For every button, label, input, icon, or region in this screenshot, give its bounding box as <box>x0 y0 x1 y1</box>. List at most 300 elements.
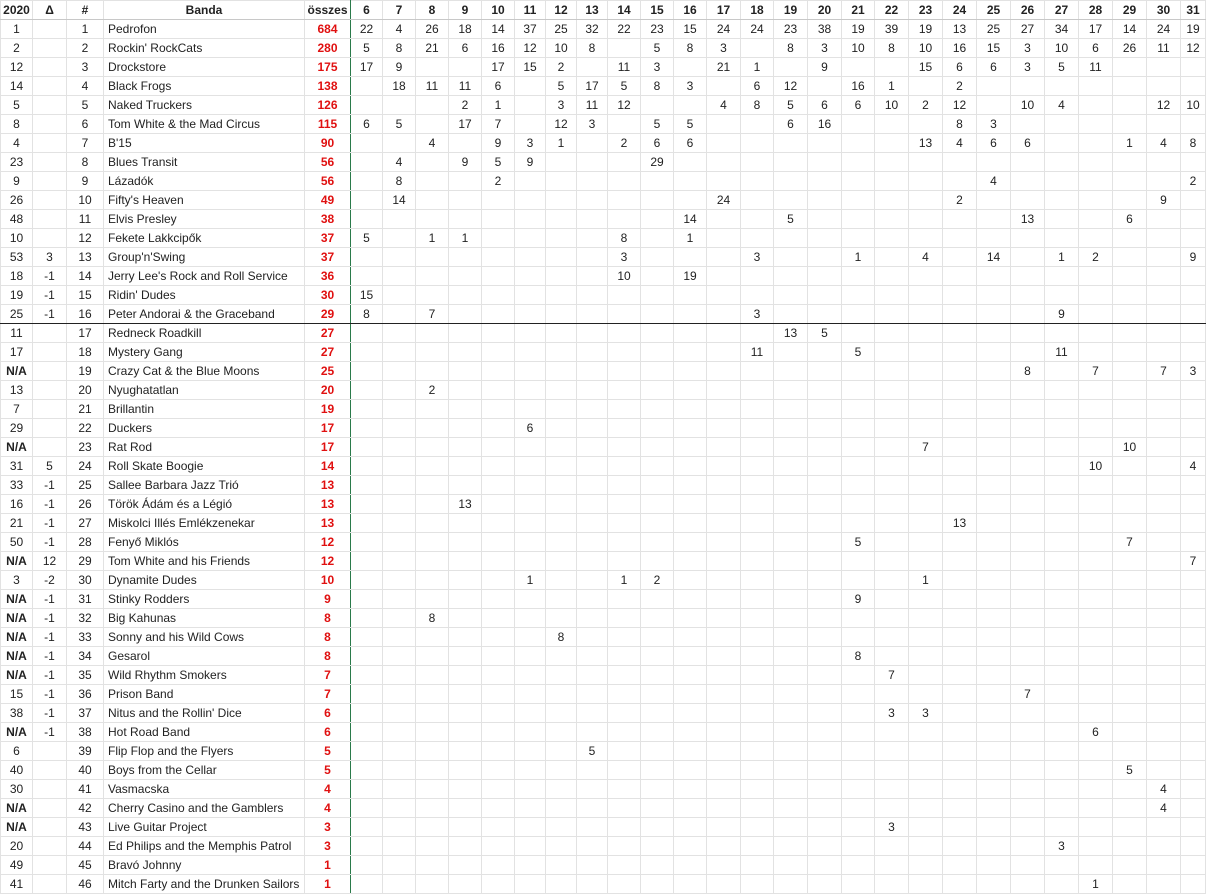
cell-score[interactable] <box>707 286 741 305</box>
cell-score[interactable] <box>741 191 774 210</box>
cell-score[interactable] <box>546 818 577 837</box>
cell-score[interactable] <box>1079 571 1113 590</box>
cell-score[interactable] <box>774 343 808 362</box>
cell-score[interactable]: 3 <box>707 39 741 58</box>
cell-score[interactable] <box>546 723 577 742</box>
cell-score[interactable] <box>482 666 515 685</box>
cell-score[interactable] <box>1147 305 1181 324</box>
cell-score[interactable] <box>482 191 515 210</box>
cell-score[interactable] <box>943 666 977 685</box>
cell-score[interactable] <box>1045 799 1079 818</box>
cell-score[interactable] <box>1181 628 1206 647</box>
cell-score[interactable] <box>842 723 875 742</box>
cell-score[interactable] <box>416 191 449 210</box>
cell-score[interactable] <box>482 742 515 761</box>
cell-score[interactable] <box>774 134 808 153</box>
cell-score[interactable]: 16 <box>808 115 842 134</box>
cell-score[interactable] <box>641 723 674 742</box>
cell-score[interactable] <box>515 799 546 818</box>
cell-score[interactable] <box>482 533 515 552</box>
cell-delta[interactable]: 3 <box>33 248 67 267</box>
cell-score[interactable] <box>674 58 707 77</box>
cell-score[interactable] <box>351 324 383 343</box>
cell-score[interactable] <box>909 305 943 324</box>
cell-delta[interactable]: -1 <box>33 685 67 704</box>
cell-score[interactable]: 39 <box>875 20 909 39</box>
cell-score[interactable] <box>741 742 774 761</box>
cell-band-name[interactable]: Blues Transit <box>104 153 305 172</box>
cell-score[interactable] <box>842 761 875 780</box>
cell-score[interactable] <box>707 134 741 153</box>
cell-score[interactable] <box>1011 571 1045 590</box>
cell-score[interactable] <box>1045 77 1079 96</box>
cell-score[interactable]: 5 <box>808 324 842 343</box>
header-col[interactable]: 11 <box>515 1 546 20</box>
cell-score[interactable] <box>909 153 943 172</box>
header-col[interactable]: 12 <box>546 1 577 20</box>
cell-score[interactable] <box>674 343 707 362</box>
cell-score[interactable] <box>1045 723 1079 742</box>
cell-total[interactable]: 10 <box>305 571 351 590</box>
cell-score[interactable] <box>977 96 1011 115</box>
cell-score[interactable] <box>577 229 608 248</box>
cell-score[interactable] <box>546 248 577 267</box>
cell-score[interactable] <box>808 723 842 742</box>
cell-score[interactable] <box>808 818 842 837</box>
cell-score[interactable] <box>674 476 707 495</box>
cell-score[interactable] <box>608 343 641 362</box>
cell-score[interactable] <box>1011 172 1045 191</box>
cell-score[interactable] <box>1113 742 1147 761</box>
cell-total[interactable]: 1 <box>305 875 351 894</box>
cell-score[interactable] <box>674 590 707 609</box>
cell-score[interactable] <box>608 647 641 666</box>
cell-prev-rank[interactable]: N/A <box>1 799 33 818</box>
cell-score[interactable] <box>977 381 1011 400</box>
cell-score[interactable]: 10 <box>909 39 943 58</box>
cell-score[interactable] <box>351 609 383 628</box>
cell-score[interactable]: 6 <box>1079 723 1113 742</box>
cell-score[interactable] <box>1045 115 1079 134</box>
cell-score[interactable] <box>449 324 482 343</box>
cell-score[interactable] <box>1079 476 1113 495</box>
cell-score[interactable]: 1 <box>909 571 943 590</box>
cell-score[interactable] <box>1113 666 1147 685</box>
cell-score[interactable]: 2 <box>449 96 482 115</box>
cell-score[interactable]: 15 <box>674 20 707 39</box>
cell-score[interactable] <box>449 514 482 533</box>
cell-rank[interactable]: 44 <box>67 837 104 856</box>
cell-rank[interactable]: 5 <box>67 96 104 115</box>
cell-score[interactable] <box>1147 647 1181 666</box>
cell-score[interactable] <box>449 609 482 628</box>
cell-score[interactable] <box>808 514 842 533</box>
cell-score[interactable] <box>774 590 808 609</box>
cell-score[interactable] <box>1011 647 1045 666</box>
cell-score[interactable] <box>1011 780 1045 799</box>
cell-score[interactable] <box>577 590 608 609</box>
cell-score[interactable] <box>707 761 741 780</box>
cell-score[interactable] <box>842 457 875 476</box>
cell-score[interactable]: 5 <box>546 77 577 96</box>
cell-score[interactable] <box>842 153 875 172</box>
cell-score[interactable] <box>608 419 641 438</box>
cell-score[interactable] <box>515 666 546 685</box>
cell-total[interactable]: 38 <box>305 210 351 229</box>
cell-score[interactable] <box>608 172 641 191</box>
cell-score[interactable] <box>943 305 977 324</box>
cell-score[interactable]: 4 <box>909 248 943 267</box>
cell-score[interactable] <box>515 191 546 210</box>
cell-score[interactable] <box>943 609 977 628</box>
cell-score[interactable]: 14 <box>482 20 515 39</box>
cell-score[interactable] <box>909 590 943 609</box>
cell-score[interactable] <box>482 343 515 362</box>
cell-score[interactable] <box>608 818 641 837</box>
cell-score[interactable] <box>1147 153 1181 172</box>
cell-score[interactable]: 6 <box>482 77 515 96</box>
cell-score[interactable] <box>741 818 774 837</box>
cell-score[interactable]: 1 <box>1079 875 1113 894</box>
cell-score[interactable] <box>1147 875 1181 894</box>
cell-delta[interactable] <box>33 761 67 780</box>
cell-score[interactable] <box>977 590 1011 609</box>
cell-score[interactable] <box>383 476 416 495</box>
cell-score[interactable] <box>943 400 977 419</box>
cell-score[interactable] <box>707 666 741 685</box>
cell-total[interactable]: 280 <box>305 39 351 58</box>
cell-score[interactable]: 1 <box>674 229 707 248</box>
cell-score[interactable] <box>1147 818 1181 837</box>
cell-band-name[interactable]: Crazy Cat & the Blue Moons <box>104 362 305 381</box>
cell-score[interactable] <box>546 571 577 590</box>
cell-delta[interactable] <box>33 856 67 875</box>
cell-delta[interactable] <box>33 96 67 115</box>
cell-score[interactable] <box>1011 457 1045 476</box>
cell-score[interactable] <box>351 457 383 476</box>
cell-score[interactable] <box>808 343 842 362</box>
cell-score[interactable] <box>546 609 577 628</box>
cell-score[interactable]: 8 <box>943 115 977 134</box>
cell-score[interactable] <box>909 77 943 96</box>
cell-band-name[interactable]: Fifty's Heaven <box>104 191 305 210</box>
cell-score[interactable] <box>808 229 842 248</box>
cell-delta[interactable]: -2 <box>33 571 67 590</box>
cell-score[interactable]: 13 <box>909 134 943 153</box>
cell-score[interactable] <box>909 856 943 875</box>
cell-score[interactable] <box>515 780 546 799</box>
cell-prev-rank[interactable]: 50 <box>1 533 33 552</box>
cell-score[interactable] <box>1181 647 1206 666</box>
cell-score[interactable] <box>641 666 674 685</box>
cell-score[interactable] <box>351 514 383 533</box>
cell-score[interactable] <box>608 210 641 229</box>
cell-rank[interactable]: 2 <box>67 39 104 58</box>
cell-score[interactable]: 3 <box>875 704 909 723</box>
cell-prev-rank[interactable]: N/A <box>1 552 33 571</box>
cell-band-name[interactable]: Fekete Lakkcipők <box>104 229 305 248</box>
cell-rank[interactable]: 13 <box>67 248 104 267</box>
cell-score[interactable] <box>1113 495 1147 514</box>
cell-score[interactable]: 34 <box>1045 20 1079 39</box>
cell-band-name[interactable]: Jerry Lee's Rock and Roll Service <box>104 267 305 286</box>
cell-score[interactable] <box>416 723 449 742</box>
cell-score[interactable] <box>1011 704 1045 723</box>
cell-score[interactable] <box>842 438 875 457</box>
cell-score[interactable] <box>774 628 808 647</box>
cell-score[interactable]: 5 <box>674 115 707 134</box>
cell-score[interactable] <box>515 115 546 134</box>
cell-score[interactable]: 4 <box>383 153 416 172</box>
cell-score[interactable] <box>1181 400 1206 419</box>
cell-score[interactable] <box>774 457 808 476</box>
cell-score[interactable] <box>515 305 546 324</box>
cell-band-name[interactable]: Duckers <box>104 419 305 438</box>
cell-score[interactable] <box>741 172 774 191</box>
cell-score[interactable]: 10 <box>546 39 577 58</box>
cell-score[interactable] <box>577 210 608 229</box>
cell-score[interactable] <box>674 438 707 457</box>
cell-score[interactable] <box>707 343 741 362</box>
cell-score[interactable] <box>909 229 943 248</box>
cell-score[interactable] <box>608 191 641 210</box>
cell-delta[interactable] <box>33 875 67 894</box>
cell-score[interactable] <box>351 628 383 647</box>
cell-score[interactable] <box>1147 685 1181 704</box>
cell-score[interactable] <box>1147 286 1181 305</box>
cell-rank[interactable]: 19 <box>67 362 104 381</box>
cell-rank[interactable]: 39 <box>67 742 104 761</box>
cell-score[interactable] <box>1147 628 1181 647</box>
cell-score[interactable] <box>1045 381 1079 400</box>
cell-score[interactable]: 4 <box>943 134 977 153</box>
cell-score[interactable]: 24 <box>741 20 774 39</box>
cell-score[interactable] <box>608 495 641 514</box>
cell-score[interactable] <box>741 799 774 818</box>
cell-score[interactable] <box>641 514 674 533</box>
cell-score[interactable]: 3 <box>577 115 608 134</box>
cell-score[interactable] <box>1113 248 1147 267</box>
cell-score[interactable] <box>1113 552 1147 571</box>
cell-score[interactable] <box>943 571 977 590</box>
cell-score[interactable] <box>351 780 383 799</box>
cell-total[interactable]: 7 <box>305 666 351 685</box>
cell-score[interactable] <box>1147 704 1181 723</box>
cell-score[interactable]: 11 <box>608 58 641 77</box>
cell-score[interactable] <box>1147 837 1181 856</box>
cell-score[interactable] <box>1181 305 1206 324</box>
cell-total[interactable]: 17 <box>305 438 351 457</box>
cell-score[interactable]: 23 <box>774 20 808 39</box>
cell-score[interactable] <box>707 495 741 514</box>
cell-rank[interactable]: 11 <box>67 210 104 229</box>
cell-score[interactable] <box>351 267 383 286</box>
cell-score[interactable] <box>641 704 674 723</box>
header-col[interactable]: 23 <box>909 1 943 20</box>
cell-score[interactable] <box>943 647 977 666</box>
cell-score[interactable] <box>1011 533 1045 552</box>
cell-score[interactable] <box>482 210 515 229</box>
cell-score[interactable] <box>383 267 416 286</box>
cell-score[interactable] <box>741 514 774 533</box>
cell-prev-rank[interactable]: 12 <box>1 58 33 77</box>
cell-score[interactable]: 9 <box>1181 248 1206 267</box>
cell-prev-rank[interactable]: 11 <box>1 324 33 343</box>
cell-score[interactable] <box>482 400 515 419</box>
cell-score[interactable] <box>943 875 977 894</box>
cell-score[interactable] <box>1181 324 1206 343</box>
cell-score[interactable] <box>351 153 383 172</box>
cell-score[interactable] <box>741 324 774 343</box>
cell-score[interactable]: 3 <box>875 818 909 837</box>
cell-score[interactable] <box>482 685 515 704</box>
cell-band-name[interactable]: Sonny and his Wild Cows <box>104 628 305 647</box>
cell-score[interactable] <box>351 96 383 115</box>
cell-prev-rank[interactable]: 21 <box>1 514 33 533</box>
cell-score[interactable] <box>707 362 741 381</box>
cell-score[interactable]: 32 <box>577 20 608 39</box>
cell-rank[interactable]: 8 <box>67 153 104 172</box>
cell-score[interactable] <box>1011 248 1045 267</box>
cell-score[interactable] <box>875 438 909 457</box>
cell-score[interactable] <box>1113 647 1147 666</box>
cell-score[interactable] <box>1079 761 1113 780</box>
cell-score[interactable] <box>1181 799 1206 818</box>
cell-score[interactable] <box>1079 419 1113 438</box>
cell-score[interactable] <box>416 590 449 609</box>
cell-score[interactable] <box>707 153 741 172</box>
cell-score[interactable] <box>1045 210 1079 229</box>
cell-score[interactable] <box>416 153 449 172</box>
cell-score[interactable] <box>943 476 977 495</box>
cell-score[interactable] <box>449 58 482 77</box>
cell-score[interactable] <box>383 286 416 305</box>
cell-score[interactable]: 6 <box>808 96 842 115</box>
cell-score[interactable]: 11 <box>1045 343 1079 362</box>
cell-score[interactable]: 9 <box>482 134 515 153</box>
cell-score[interactable] <box>875 191 909 210</box>
cell-score[interactable] <box>1011 419 1045 438</box>
cell-score[interactable] <box>977 400 1011 419</box>
cell-score[interactable] <box>674 381 707 400</box>
cell-score[interactable] <box>1011 77 1045 96</box>
cell-score[interactable]: 5 <box>842 533 875 552</box>
cell-score[interactable] <box>515 761 546 780</box>
cell-score[interactable] <box>875 419 909 438</box>
cell-score[interactable]: 16 <box>842 77 875 96</box>
cell-score[interactable]: 4 <box>977 172 1011 191</box>
cell-score[interactable]: 8 <box>1011 362 1045 381</box>
cell-delta[interactable] <box>33 58 67 77</box>
cell-score[interactable] <box>383 324 416 343</box>
cell-score[interactable]: 22 <box>608 20 641 39</box>
cell-score[interactable] <box>577 875 608 894</box>
header-rank[interactable]: # <box>67 1 104 20</box>
cell-delta[interactable]: -1 <box>33 286 67 305</box>
cell-score[interactable] <box>808 438 842 457</box>
cell-score[interactable] <box>909 191 943 210</box>
cell-score[interactable] <box>1147 723 1181 742</box>
cell-rank[interactable]: 21 <box>67 400 104 419</box>
cell-rank[interactable]: 42 <box>67 799 104 818</box>
cell-prev-rank[interactable]: 38 <box>1 704 33 723</box>
cell-band-name[interactable]: Boys from the Cellar <box>104 761 305 780</box>
cell-score[interactable] <box>416 419 449 438</box>
cell-score[interactable] <box>774 647 808 666</box>
cell-score[interactable] <box>1045 362 1079 381</box>
cell-score[interactable] <box>1045 552 1079 571</box>
cell-total[interactable]: 126 <box>305 96 351 115</box>
cell-score[interactable] <box>449 248 482 267</box>
cell-score[interactable] <box>641 438 674 457</box>
cell-score[interactable] <box>416 875 449 894</box>
cell-score[interactable] <box>482 856 515 875</box>
cell-score[interactable] <box>1011 514 1045 533</box>
cell-score[interactable] <box>482 514 515 533</box>
header-col[interactable]: 19 <box>774 1 808 20</box>
header-col[interactable]: 9 <box>449 1 482 20</box>
cell-score[interactable] <box>383 457 416 476</box>
cell-score[interactable]: 7 <box>416 305 449 324</box>
cell-score[interactable] <box>774 248 808 267</box>
cell-score[interactable] <box>808 666 842 685</box>
cell-score[interactable] <box>674 799 707 818</box>
cell-rank[interactable]: 35 <box>67 666 104 685</box>
cell-score[interactable] <box>546 704 577 723</box>
cell-score[interactable] <box>741 875 774 894</box>
cell-score[interactable] <box>977 324 1011 343</box>
cell-score[interactable] <box>1079 343 1113 362</box>
cell-score[interactable]: 6 <box>1113 210 1147 229</box>
cell-score[interactable] <box>416 286 449 305</box>
cell-score[interactable] <box>1147 77 1181 96</box>
cell-total[interactable]: 3 <box>305 837 351 856</box>
cell-score[interactable] <box>641 267 674 286</box>
cell-score[interactable] <box>546 780 577 799</box>
cell-score[interactable] <box>449 134 482 153</box>
cell-rank[interactable]: 7 <box>67 134 104 153</box>
cell-score[interactable] <box>1045 229 1079 248</box>
cell-score[interactable] <box>1113 96 1147 115</box>
cell-delta[interactable] <box>33 419 67 438</box>
cell-score[interactable] <box>674 286 707 305</box>
cell-score[interactable] <box>1045 267 1079 286</box>
cell-score[interactable] <box>577 419 608 438</box>
cell-score[interactable] <box>774 172 808 191</box>
cell-score[interactable] <box>741 476 774 495</box>
cell-score[interactable] <box>977 685 1011 704</box>
cell-score[interactable]: 24 <box>707 191 741 210</box>
cell-score[interactable] <box>909 362 943 381</box>
cell-score[interactable] <box>1079 818 1113 837</box>
cell-score[interactable] <box>1045 742 1079 761</box>
cell-score[interactable] <box>1181 742 1206 761</box>
cell-score[interactable] <box>1113 799 1147 818</box>
cell-score[interactable] <box>943 362 977 381</box>
cell-score[interactable] <box>482 476 515 495</box>
cell-score[interactable] <box>741 723 774 742</box>
cell-score[interactable] <box>909 685 943 704</box>
cell-score[interactable]: 37 <box>515 20 546 39</box>
cell-score[interactable] <box>641 248 674 267</box>
cell-score[interactable] <box>482 229 515 248</box>
cell-band-name[interactable]: Group'n'Swing <box>104 248 305 267</box>
cell-score[interactable] <box>741 210 774 229</box>
cell-score[interactable]: 6 <box>674 134 707 153</box>
cell-score[interactable] <box>1181 856 1206 875</box>
cell-score[interactable] <box>416 96 449 115</box>
cell-rank[interactable]: 14 <box>67 267 104 286</box>
